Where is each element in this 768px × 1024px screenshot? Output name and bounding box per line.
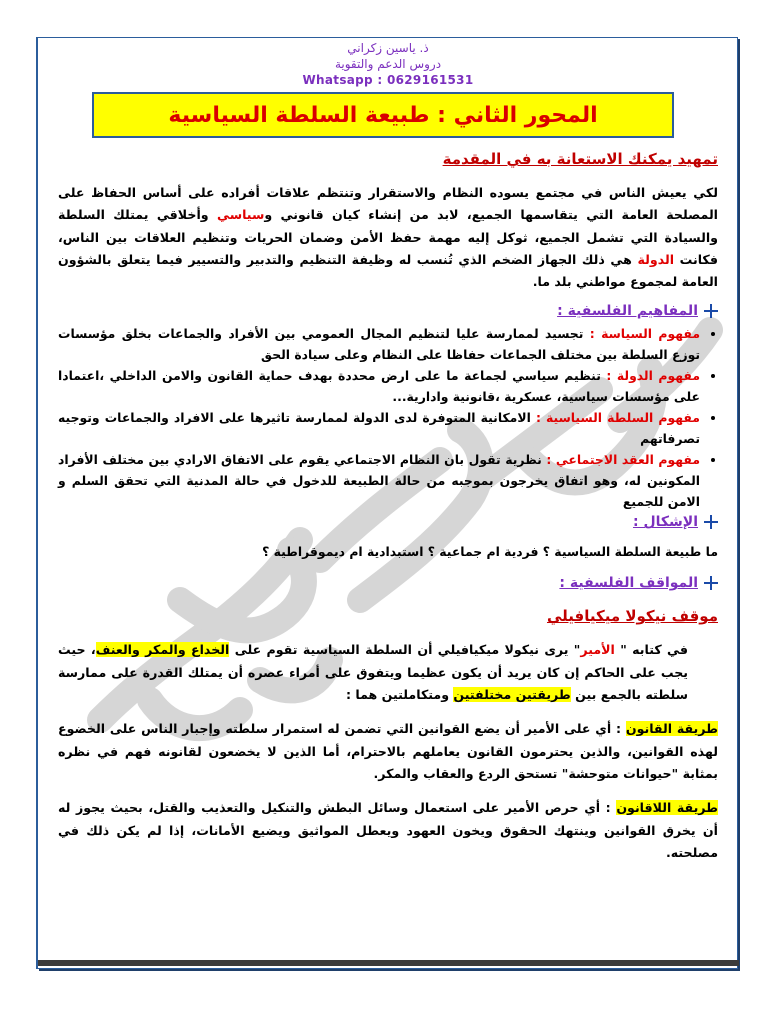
pushpin-bullet-icon — [704, 304, 718, 318]
document-page — [38, 40, 738, 864]
author-name: ذ. ياسين زكراني — [347, 41, 429, 55]
machiavelli-heading: موقف نيكولا ميكيافيلي — [546, 607, 718, 626]
intro-text-3: هي ذلك الجهاز الضخم الذي تُنسب له وظيفة التنظيم والتدبير والتسيير فيما يتعلق بالشؤون العامة لمجموع مواطني بلد ما. — [58, 251, 718, 290]
problem-heading-label: الإشكال : — [632, 514, 698, 531]
concept-term: مفهوم السياسة : — [589, 326, 700, 342]
page-title: المحور الثاني : طبيعة السلطة السياسية — [92, 92, 674, 138]
nolaw-method-paragraph — [58, 797, 718, 864]
concepts-heading — [58, 303, 718, 319]
pushpin-bullet-icon — [704, 515, 718, 529]
machiavelli-text: في كتابه " — [614, 642, 689, 658]
list-item — [58, 323, 700, 365]
highlight-two-methods: طريقتين مختلفتين — [453, 687, 571, 703]
intro-highlight-state: الدولة — [637, 251, 675, 267]
machiavelli-paragraph — [58, 639, 718, 706]
intro-heading: تمهيد يمكنك الاستعانة به في المقدمة — [442, 150, 718, 168]
concept-definition: نظرية تقول بان النظام الاجتماعي يقوم على الاتفاق الارادي بين مختلف الأفراد المكونين له، وهو اتفاق يخرجون بموجبه من حالة الطبيعة للدخول في حالة المدنية التي تحقق السلم و الامن للجميع — [58, 452, 700, 510]
law-method-term: طريقة القانون — [625, 721, 718, 737]
concept-term: مفهوم العقد الاجتماعي : — [546, 452, 700, 468]
problem-heading — [58, 514, 718, 530]
nolaw-method-term: طريقة اللاقانون — [616, 800, 718, 816]
list-item — [58, 365, 700, 407]
author-subtitle: دروس الدعم والتقوية — [334, 57, 442, 71]
book-title: الأمير — [580, 642, 615, 658]
intro-highlight-politics: سياسي — [216, 207, 265, 223]
problem-question: ما طبيعة السلطة السياسية ؟ فردية ام جماعية ؟ استبدادية ام ديموقراطية ؟ — [262, 544, 718, 560]
intro-text-2: وأخلاقي يمتلك السلطة والسيادة التي تشمل الجميع، ثوكل إليه مهمة حفظ الأمن وضمان الحريات وتنظيم العلاقات بين الناس، فكانت — [58, 207, 718, 267]
whatsapp-contact: Whatsapp : 0629161531 — [302, 73, 474, 87]
concept-definition: تجسيد لممارسة عليا لتنظيم المجال العمومي بين الأفراد والجماعات بخلق مؤسسات توزع السلطة بين مختلف الجماعات حفاظا على النظام وعلى سيادة الحق — [58, 326, 700, 363]
law-method-text: : أي على الأمير أن يضع القوانين التي تضمن له استمرار سلطته وإجبار الناس على الخضوع لهذه القوانين، والذين يحترمون القانون يعاملهم بالاحترام، أما الذين لا يخضعون لقانونه فهم في نظره بمثابة "حيوانات متوحشة" تستحق الردع والعقاب والمكر. — [58, 721, 718, 781]
list-item — [58, 449, 700, 512]
intro-text-1: لكي يعيش الناس في مجتمع يسوده النظام والاستقرار وتنتظم علاقات أفراده على أساس الحفاظ على المصلحة العامة التي يتقاسمها الجميع، لابد من إنشاء كيان قانوني و — [58, 185, 718, 223]
law-method-paragraph — [58, 718, 718, 785]
concept-definition: تنظيم سياسي لجماعة ما على ارض محددة بهدف حماية القانون والامن الداخلي ،اعتمادا على مؤسسات سياسية، عسكرية ،قانونية وادارية... — [58, 368, 700, 405]
list-item — [58, 407, 700, 449]
page-border-shadow — [38, 960, 739, 966]
machiavelli-text: ، حيث يجب على الحاكم إن كان يريد أن يكون عظيما ويتفوق على أمراء عصره أن يمتلك القدرة على ممارسة سلطته بالجمع بين — [58, 642, 688, 703]
intro-paragraph — [58, 182, 718, 293]
highlight-deception: الخداع والمكر والعنف — [95, 642, 230, 658]
author-block — [58, 40, 718, 88]
machiavelli-text: ومتكاملتين هما : — [345, 687, 454, 703]
concept-term: مفهوم الدولة : — [606, 368, 700, 384]
concepts-list — [58, 323, 718, 512]
machiavelli-text: " يرى نيكولا ميكيافيلي أن السلطة السياسية تقوم على — [229, 642, 581, 658]
nolaw-method-text: : أي حرص الأمير على استعمال وسائل البطش والتنكيل والتعذيب والقتل، بحيث يجوز له أن يخرق القوانين وينتهك الحقوق ويخون العهود ويعطل المواثيق ويضيع الأمانات، إذا لم يكن ذلك في مصلحته. — [58, 800, 718, 860]
positions-heading-label: المواقف الفلسفية : — [559, 575, 698, 592]
concept-definition: الامكانية المتوفرة لدى الدولة لممارسة تاثيرها على الافراد والجماعات وتوجيه تصرفاتهم — [58, 410, 700, 447]
concept-term: مفهوم السلطة السياسية : — [535, 410, 700, 426]
concepts-heading-label: المفاهيم الفلسفية : — [557, 303, 698, 320]
pushpin-bullet-icon — [704, 576, 718, 590]
positions-heading — [58, 575, 718, 591]
